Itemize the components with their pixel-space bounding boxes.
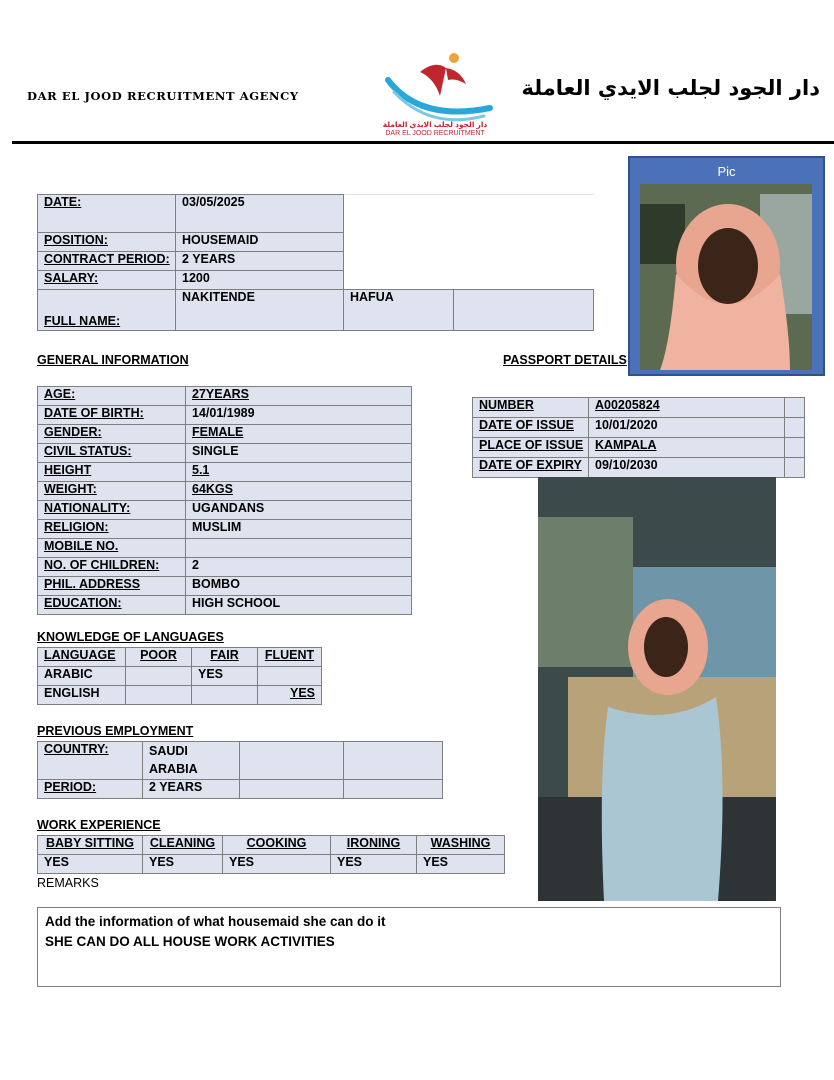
work-experience-column-header: COOKING bbox=[223, 836, 331, 855]
passport-empty-cell bbox=[785, 458, 805, 478]
work-experience-heading: WORK EXPERIENCE bbox=[37, 818, 161, 832]
general-info-row bbox=[38, 501, 412, 520]
agency-name-arabic: دار الجود لجلب الايدي العاملة bbox=[521, 76, 820, 100]
passport-empty-cell bbox=[785, 398, 805, 418]
general-info-row bbox=[38, 444, 412, 463]
work-experience-value: YES bbox=[417, 855, 505, 874]
language-name: ARABIC bbox=[38, 667, 126, 686]
general-info-row bbox=[38, 558, 412, 577]
country-value: SAUDI ARABIA bbox=[143, 742, 240, 780]
passport-label: DATE OF ISSUE bbox=[473, 418, 589, 438]
general-info-label: PHIL. ADDRESS bbox=[38, 577, 186, 596]
work-experience-values-row bbox=[38, 855, 505, 874]
languages-column-header: POOR bbox=[126, 648, 192, 667]
passport-label: PLACE OF ISSUE bbox=[473, 438, 589, 458]
work-experience-value: YES bbox=[143, 855, 223, 874]
general-info-row bbox=[38, 387, 412, 406]
full-name-second: HAFUA bbox=[344, 290, 454, 331]
passport-row bbox=[473, 458, 805, 478]
salary-label: SALARY: bbox=[38, 271, 176, 290]
languages-heading: KNOWLEDGE OF LANGUAGES bbox=[37, 630, 224, 644]
date-value: 03/05/2025 bbox=[176, 195, 344, 233]
general-info-row bbox=[38, 463, 412, 482]
general-info-value: 2 bbox=[186, 558, 412, 577]
general-info-value: HIGH SCHOOL bbox=[186, 596, 412, 615]
photo-label: Pic bbox=[717, 164, 736, 179]
general-info-label: MOBILE NO. bbox=[38, 539, 186, 558]
passport-label: NUMBER bbox=[473, 398, 589, 418]
language-level bbox=[192, 686, 258, 705]
work-experience-column-header: BABY SITTING bbox=[38, 836, 143, 855]
salary-value: 1200 bbox=[176, 271, 344, 290]
general-info-value: FEMALE bbox=[186, 425, 412, 444]
general-info-row bbox=[38, 425, 412, 444]
language-level: YES bbox=[258, 686, 322, 705]
remarks-label: REMARKS bbox=[37, 876, 99, 890]
general-info-value: SINGLE bbox=[186, 444, 412, 463]
contract-period-label: CONTRACT PERIOD: bbox=[38, 252, 176, 271]
passport-row bbox=[473, 418, 805, 438]
passport-row bbox=[473, 398, 805, 418]
full-name-third bbox=[454, 290, 594, 331]
general-info-label: EDUCATION: bbox=[38, 596, 186, 615]
passport-table bbox=[472, 397, 805, 478]
languages-column-header: LANGUAGE bbox=[38, 648, 126, 667]
language-row bbox=[38, 667, 322, 686]
date-label: DATE: bbox=[38, 195, 176, 233]
full-name-first: NAKITENDE bbox=[176, 290, 344, 331]
general-info-label: HEIGHT bbox=[38, 463, 186, 482]
full-body-photo bbox=[538, 477, 776, 901]
languages-header-row bbox=[38, 648, 322, 667]
languages-table bbox=[37, 647, 322, 705]
language-row bbox=[38, 686, 322, 705]
general-info-label: DATE OF BIRTH: bbox=[38, 406, 186, 425]
general-info-value: 27YEARS bbox=[186, 387, 412, 406]
logo-text-english: DAR EL JOOD RECRUITMENT bbox=[385, 130, 485, 137]
general-info-value: BOMBO bbox=[186, 577, 412, 596]
passport-row bbox=[473, 438, 805, 458]
language-level bbox=[258, 667, 322, 686]
passport-value: 10/01/2020 bbox=[589, 418, 785, 438]
language-level bbox=[126, 686, 192, 705]
passport-value: KAMPALA bbox=[589, 438, 785, 458]
general-info-value: UGANDANS bbox=[186, 501, 412, 520]
work-experience-column-header: WASHING bbox=[417, 836, 505, 855]
remarks-box bbox=[37, 907, 781, 987]
general-info-row bbox=[38, 596, 412, 615]
general-info-value bbox=[186, 539, 412, 558]
work-experience-column-header: IRONING bbox=[331, 836, 417, 855]
work-experience-value: YES bbox=[38, 855, 143, 874]
general-info-label: NO. OF CHILDREN: bbox=[38, 558, 186, 577]
languages-column-header: FLUENT bbox=[258, 648, 322, 667]
passport-empty-cell bbox=[785, 438, 805, 458]
general-information-table bbox=[37, 386, 412, 615]
summary-table bbox=[37, 194, 594, 331]
passport-empty-cell bbox=[785, 418, 805, 438]
general-info-row bbox=[38, 539, 412, 558]
work-experience-header-row bbox=[38, 836, 505, 855]
general-info-label: AGE: bbox=[38, 387, 186, 406]
language-name: ENGLISH bbox=[38, 686, 126, 705]
position-value: HOUSEMAID bbox=[176, 233, 344, 252]
general-info-label: GENDER: bbox=[38, 425, 186, 444]
general-info-value: 5.1 bbox=[186, 463, 412, 482]
general-information-heading: GENERAL INFORMATION bbox=[37, 353, 189, 367]
period-label: PERIOD: bbox=[38, 780, 143, 799]
work-experience-value: YES bbox=[331, 855, 417, 874]
general-info-row bbox=[38, 577, 412, 596]
full-name-label: FULL NAME: bbox=[38, 290, 176, 331]
passport-value: A00205824 bbox=[589, 398, 785, 418]
general-info-label: WEIGHT: bbox=[38, 482, 186, 501]
language-level: YES bbox=[192, 667, 258, 686]
general-info-row bbox=[38, 520, 412, 539]
general-info-row bbox=[38, 406, 412, 425]
work-experience-table bbox=[37, 835, 505, 874]
contract-period-value: 2 YEARS bbox=[176, 252, 344, 271]
general-info-label: NATIONALITY: bbox=[38, 501, 186, 520]
general-info-value: 64KGS bbox=[186, 482, 412, 501]
general-info-row bbox=[38, 482, 412, 501]
header-divider bbox=[12, 141, 834, 144]
remarks-line-1: Add the information of what housemaid she can do it bbox=[45, 914, 386, 929]
passport-value: 09/10/2030 bbox=[589, 458, 785, 478]
work-experience-value: YES bbox=[223, 855, 331, 874]
country-label: COUNTRY: bbox=[38, 742, 143, 780]
position-label: POSITION: bbox=[38, 233, 176, 252]
remarks-line-2: SHE CAN DO ALL HOUSE WORK ACTIVITIES bbox=[45, 934, 335, 949]
work-experience-column-header: CLEANING bbox=[143, 836, 223, 855]
passport-label: DATE OF EXPIRY bbox=[473, 458, 589, 478]
agency-name-english: DAR EL JOOD RECRUITMENT AGENCY bbox=[27, 89, 299, 103]
passport-photo bbox=[640, 184, 812, 370]
general-info-value: 14/01/1989 bbox=[186, 406, 412, 425]
logo-text-arabic: دار الجود لجلب الايدي العاملة bbox=[382, 120, 488, 129]
passport-details-heading: PASSPORT DETAILS bbox=[503, 353, 627, 367]
general-info-label: CIVIL STATUS: bbox=[38, 444, 186, 463]
period-value: 2 YEARS bbox=[143, 780, 240, 799]
languages-column-header: FAIR bbox=[192, 648, 258, 667]
general-info-label: RELIGION: bbox=[38, 520, 186, 539]
previous-employment-heading: PREVIOUS EMPLOYMENT bbox=[37, 724, 194, 738]
language-level bbox=[126, 667, 192, 686]
general-info-value: MUSLIM bbox=[186, 520, 412, 539]
previous-employment-table bbox=[37, 741, 443, 799]
